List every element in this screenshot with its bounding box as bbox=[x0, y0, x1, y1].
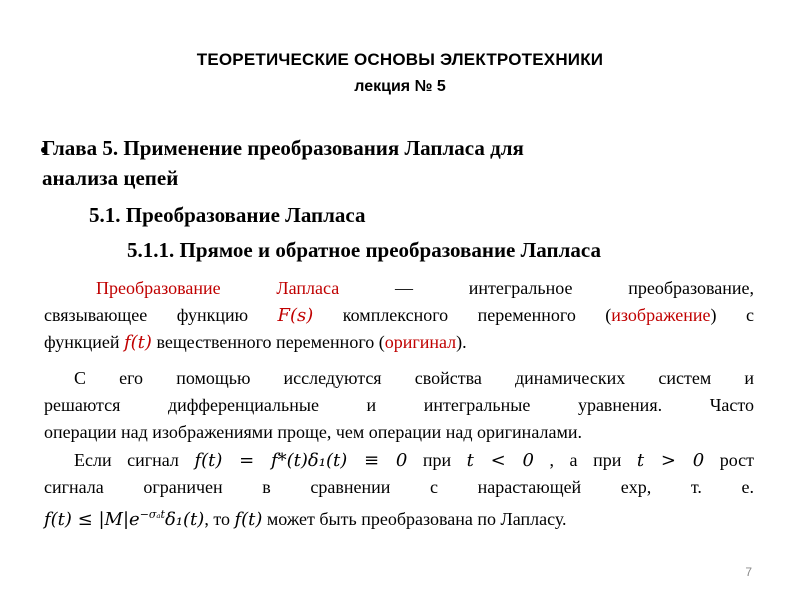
term-laplace-transform: Преобразование Лапласа bbox=[96, 278, 340, 298]
paragraph-usage bbox=[44, 365, 754, 446]
p1-line2 bbox=[44, 302, 754, 329]
chapter-heading-line2: анализа цепей bbox=[42, 166, 179, 190]
p1-line3 bbox=[44, 329, 754, 356]
section-heading: 5.1. Преобразование Лапласа bbox=[89, 203, 366, 227]
p3-line1 bbox=[44, 447, 754, 474]
p2-line1-text: С его помощью исследуются свойства динамических систем и bbox=[74, 368, 754, 388]
formula-exponent: −σₐt bbox=[139, 508, 165, 521]
formula-F-s: F(s) bbox=[277, 305, 314, 326]
formula-f-t-2: f(t) bbox=[234, 509, 263, 530]
chapter-heading bbox=[42, 133, 682, 193]
p3-line2: сигнала ограничен в сравнении с нарастающей exp, т. е. bbox=[44, 477, 754, 497]
p1-line1-text: — интегральное преобразование, bbox=[339, 278, 754, 298]
p2-line2: решаются дифференциальные и интегральные уравнения. Часто bbox=[44, 395, 754, 415]
formula-t-greater-zero: t > 0 bbox=[636, 450, 705, 471]
term-original: оригинал bbox=[384, 332, 457, 352]
p3-line1-a: Если сигнал bbox=[74, 450, 195, 470]
p1-line2-a: связывающее функцию bbox=[44, 305, 278, 325]
lecture-subtitle: лекция № 5 bbox=[354, 78, 446, 95]
p1-line3-a: функцией bbox=[44, 332, 124, 352]
formula-t-less-zero: t < 0 bbox=[466, 450, 534, 471]
p3-line1-d: рост bbox=[704, 450, 755, 470]
p3-line3-b: может быть преобразована по Лапласу. bbox=[262, 509, 567, 529]
paragraph-condition bbox=[44, 447, 754, 533]
p1-line2-b: комплексного переменного ( bbox=[313, 305, 612, 325]
p3-line1-c: , а при bbox=[533, 450, 637, 470]
formula-delta: δ₁(t) bbox=[164, 509, 205, 530]
formula-signal-zero: f(t) = f*(t)δ₁(t) ≡ 0 bbox=[194, 450, 408, 471]
p1-line2-c: ) с bbox=[710, 305, 754, 325]
p2-line1 bbox=[44, 365, 754, 392]
p3-line3-a: , то bbox=[204, 509, 235, 529]
page-number: 7 bbox=[745, 565, 752, 579]
formula-f-t: f(t) bbox=[123, 332, 152, 353]
subsection-heading: 5.1.1. Прямое и обратное преобразование Лапласа bbox=[127, 238, 601, 262]
p3-line3 bbox=[44, 501, 754, 533]
term-image: изображение bbox=[611, 305, 711, 325]
paragraph-definition bbox=[44, 275, 754, 356]
chapter-heading-line1: Глава 5. Применение преобразования Лапласа для bbox=[42, 136, 524, 160]
lecture-title: ТЕОРЕТИЧЕСКИЕ ОСНОВЫ ЭЛЕКТРОТЕХНИКИ bbox=[196, 50, 604, 69]
p3-line1-b: при bbox=[407, 450, 467, 470]
p1-line3-c: ). bbox=[456, 332, 467, 352]
p1-line3-b: вещественного переменного ( bbox=[151, 332, 385, 352]
p1-line1 bbox=[44, 275, 754, 302]
formula-growth-bound: f(t) ≤ |M|e bbox=[44, 509, 140, 530]
p2-line3: операции над изображениями проще, чем операции над оригиналами. bbox=[44, 422, 582, 442]
